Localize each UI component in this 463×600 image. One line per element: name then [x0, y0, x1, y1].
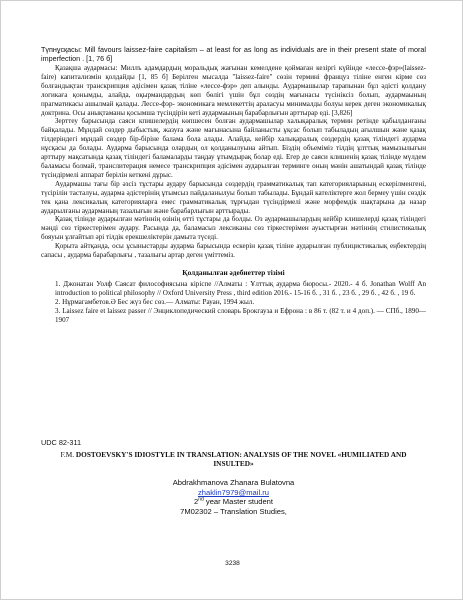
reference-item: 1. Джонатан Уолф Саясат философиясына кіріспе //Алматы : Ұлттық аударма бюросы.- 2020.- 4 б. Jonathan Wolff An introduction to political philosophy // Oxford University Press , third edition 2016.- 15-16 б. , 31 б. , 23 б. , 29 б. , 42 б. , 19 б.: [55, 279, 426, 297]
article-title: [41, 450, 426, 468]
title-main: DOSTOEVSKY'S IDIOSTYLE IN TRANSLATION: ANALYSIS OF THE NOVEL «HUMILIATED AND INSULTED»: [75, 450, 407, 469]
paragraph-research: Зерттеу барысында саяси кпишелердің көпшесен болған аудармашылар халықаралық термин ретінде қабылданғаны байқалады. Мұндай сөздер дыбыстық, жазуға және мағынасына байланысты ұқсас болып табыладың ағылшын және қазақ тілдеріндегі мұндай сөздер бір-біріне балама бола алады. Алайда, кейбір халықаралық сөздердің қазақ тіліндегі аударма нұсқасы да болады. Аударма барысында олардың ол қолданылуына айтып. Біздің объеміміз тілдің ұлттық мамызылығын арттыру мақсатында қазақ тіліндегі баламаларды таңдау ұтымдырақ болар еді. Егер де саяси клишенің қазақ тілінде мүлдем баламасы болмай, транслитерация немесе транскрипция әдісімен аударылған терминге оның мәнін ашатындай қазақ тілінде түсіндірмелі аппарат берілін кеткені дұрыс.: [41, 117, 426, 179]
main-text: [41, 45, 426, 324]
references-title: Қолданылған әдебиеттер тізімі: [182, 267, 285, 277]
page-number: 3238: [225, 560, 240, 567]
author-block: [41, 478, 426, 516]
paragraph-errors: Аудармашы тағы бір әзсіз тұстары аудару барысында сөздердің грамматикалық тап категорияларының ескерілменгені, түсірілін тасталуы, аударма әдістерінің ұтымсыз пайдаланылуы болып табылады. Бұндай кателіктерге жол бермеу үшін сөздік тек қана лексикалық категорияларға емес грамматикалық тұрғыдан түсіндірмелі және морфемдік шақтарына да назар аударылғаны аударманың тазалығын және барабарлығын арттырады.: [41, 179, 426, 215]
year-number: 2: [193, 497, 199, 507]
reference-item: 2. Нұрмагамбетов.Ә Бес жүз бес сөз.— Алматы: Рауан, 1994 жыл.: [55, 297, 255, 306]
year-suffix: nd: [198, 496, 204, 503]
paragraph-translation: Қазақша аудармасы: Миллъ адамдардың моральдық жағынан кемелдене қоймаған кезіргі күйінде «лессе-фэр»(laissez-faire) капитализмін қолдайды [1, 85 б] Берілген мысалда "laissez-faire" сөзін термині француз тіліне енген кірме сөз болғандықтан транскрипция әдісімен қазақ тіліне «лессе-фэр» деп алынды. Аудармашылар тарапынан бұл әдісті қолдану логикаға қонымды, алайда, оқырмандардың көп бөлігі үшін бұл сөздің мағынасы түсініксіз болып, аудармаының прагматикасы ашылмай қалады. Лессе-фэр- экономикаға мемлекеттің араласуы минималды болуы керек деген экономикалық доктрина. Осы анықтаманы қосымша түсіндірін кеті аудармаының барабарлығын арттырар еді. [3,826]: [41, 64, 426, 117]
author-name: Abdrakhmanova Zhanara Bulatovna: [172, 478, 295, 488]
author-email-line: [41, 488, 426, 497]
paragraph-strengths: Қазақ тілінде аударылған мәтіннің өзінің өтті тұстары да болды. Оз аудармашылардың кейбір клишелерді қазақ тіліндегі мәнді сөз тіркестерімен аудару. Расында да, баламасыз лексиканы сөз тіркестерімен ауыстырған мәтіннің стилистикалық бояуын ұлғайтып әрі тілдік ерекшеліктерін дамыта түседі.: [41, 215, 426, 242]
author-program: 7M02302 – Translation Studies,: [180, 506, 287, 516]
reference-item: 3. Laissez faire et laissez passer // Энциклопедический словарь Брокгауза и Ефрона : в 86 т. (82 т. и 4 доп.). — СПб., 1890—1907: [55, 306, 426, 324]
year-text: year Master student: [203, 497, 274, 507]
author-email-link[interactable]: zhaklin7979@mail.ru: [197, 487, 270, 497]
author-year: [41, 497, 426, 506]
paragraph-conclusion: Қорыта айтқанда, осы ұсыныстарды аударма барысында ескерін қазақ тіліне аударылған публицистикалық еңбектердің сапасы , аударма барабарлығы , тазалығы артар деген үміттеміз.: [41, 242, 426, 260]
title-prefix: F.M.: [60, 450, 76, 459]
paragraph-original: Түпнұсқасы: Mill favours laissez-faire capitalism – at least for as long as individuals are in their present state of moral imperfection . [1, 76 б]: [41, 45, 426, 63]
udc-code: UDC 82-311: [41, 438, 82, 447]
article-header: [41, 438, 426, 516]
